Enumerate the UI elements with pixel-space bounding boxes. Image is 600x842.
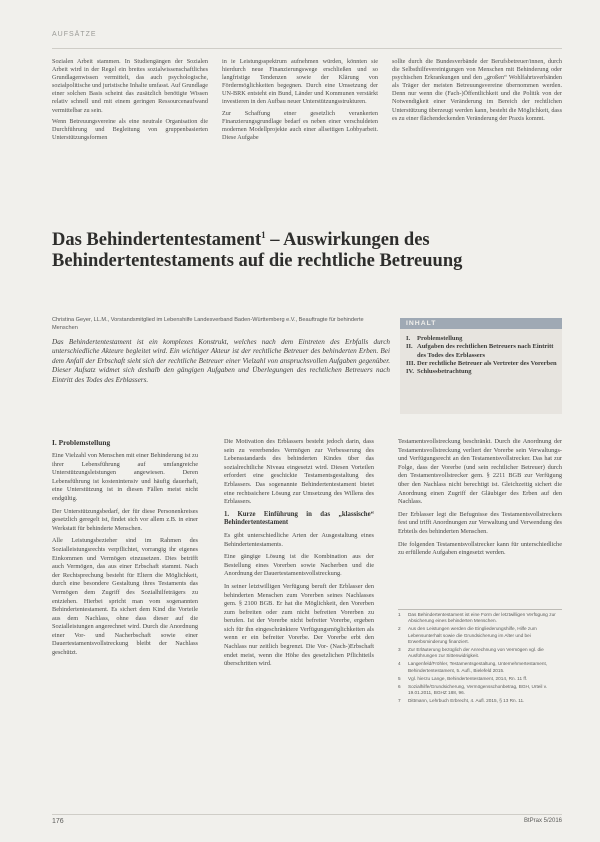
body-column-right: [398, 438, 562, 608]
body-column-left: [52, 452, 198, 812]
footnote-text: Sozialhilfe/Grundsicherung, Vermögensschonbetrag, BGH, Urteil v. 19.01.2011, BGHZ 188, 96.: [408, 683, 548, 695]
footnote: [398, 676, 562, 682]
footnote-text: Zur Erläuterung bezüglich der Anrechnung von Vermögen vgl. die Ausführungen zur Sittenwidrigkeit.: [408, 647, 544, 659]
paragraph: Wenn Betreuungsvereine als eine neutrale Organisation die Durchführung und Begleitung von gruppenbasierten Unterstützungsformen: [52, 117, 208, 141]
footnote-number: 6: [398, 683, 401, 689]
toc-item-number: I.: [406, 335, 411, 342]
top-column-middle: [222, 58, 378, 190]
table-of-contents-box: [400, 318, 562, 414]
paragraph: Die Motivation des Erblassers besteht jedoch darin, dass sein zu vererbendes Vermögen zur Verbesserung des Lebensstandards des behinderten Kindes über das sozialrechtliche Niveau eingesetzt wird. Diesen Vorteilen erfordert eine geschickte Testamentsgestaltung des Erblassers. Das sogenannte Behindertentestament bietet eine rechtssichere Lösung zur Umsetzung des Willens des Erblassers.: [224, 438, 374, 506]
toc-item-text: Schlussbetrachtung: [417, 368, 472, 376]
footnote-text: Das Behindertentestament ist eine Form der letztwilligen Verfügung zur Absicherung eines behinderten Menschen.: [408, 612, 556, 624]
footer-divider: [52, 814, 562, 815]
paragraph: Eine Vielzahl von Menschen mit einer Behinderung ist zu ihrer Lebensführung auf umfangreiche Unterstützungsleistungen angewiesen. Deren Lebensführung ist kostenintensiv und häufig dauerhaft, eine Unterstützung ist in diesen Fällen meist nicht endgültig.: [52, 452, 198, 502]
title-subtitle: – Auswirkungen des Behindertentestaments auf die rechtliche Betreuung: [52, 230, 463, 271]
footnote-number: 3: [398, 647, 401, 653]
running-header: AUFSÄTZE: [52, 31, 97, 38]
footnote: [398, 698, 562, 704]
footnote-text: Langenfeld/Fröhler, Testamentsgestaltung, Unternehmertestament, Behindertentestament, 5. Aufl., Bielefeld 2015.: [408, 661, 548, 673]
footnotes: [398, 612, 562, 812]
paragraph: Der Erblasser legt die Befugnisse des Testamentsvollstreckers fest und trifft Anordnungen zur Verwaltung und Verwendung des Erbteils des behinderten Menschen.: [398, 510, 562, 535]
toc-item-text: Der rechtliche Betreuer als Vertreter des Vorerben: [417, 359, 557, 367]
toc-item: [406, 360, 558, 368]
toc-item: [406, 368, 558, 376]
paragraph: Zur Schaffung einer gesetzlich verankerten Finanzierungsgrundlage bedarf es neben einer verschuldeten modernen Modellprojekte auch einer allseitigen Lobbyarbeit. Diese Aufgabe: [222, 109, 378, 141]
paragraph: In seiner letztwilligen Verfügung beruft der Erblasser den behinderten Menschen zum Vorerben seines Nachlasses gem. § 2100 BGB. Er hat die Möglichkeit, den Vorerben zum befreiten oder zum nicht befreiten Vorerben zu berufen. Ist der Vorerbe nicht befreiter Vorerbe, ergeben sich für ihn eingeschränktere Verfügungsmöglichkeiten als wenn er ein befreiter Vorerbe. Der Vorerbe erbt den Nachlass nur zeitlich begrenzt. Die Vor- (Nach-)Erbschaft endet meist, wenn die Höhe des gesetzlichen Pflichtteils überschritten wird.: [224, 582, 374, 668]
article-abstract: Das Behindertentestament ist ein komplexes Konstrukt, welches nach dem Eintreten des Erbfalls durch unterschiedliche Akteure begleitet wird. Ein wichtiger Akteur ist der rechtliche Betreuer des behinderten Erben. Bei dem Anfall der Erbschaft sieht sich der rechtliche Betreuer einer Vielzahl von anspruchsvollen Aufgaben gegenüber. Dieser Aufsatz widmet sich deshalb den gängigen Aufgaben und Überlegungen des rechtlichen Betreuers nach Eintritt des Todes des Erblassers.: [52, 338, 390, 384]
paragraph: in ie Leistungsspektrum aufnehmen würden, könnten sie hierdurch neue Finanzierungswege erschließen und so langfristige Tendenzen sowie der Klärung von Fördermöglichkeiten begegnen. Durch eine Umsetzung der UN-BRK entsteht ein Bund, Länder und Kommunen verstärkt investieren in den Aufbau neuer Unterstützungsstrukturen.: [222, 58, 378, 106]
paragraph: Eine gängige Lösung ist die Kombination aus der Bestellung eines Vorerben sowie Nacherben und die Anordnung der Dauertestamentsvollstreckung.: [224, 553, 374, 578]
title-main: Das Behindertentestament: [52, 230, 262, 250]
section-heading-problemstellung: I. Problemstellung: [52, 438, 111, 447]
footnote: [398, 647, 562, 660]
footnote: [398, 626, 562, 645]
toc-item-number: II.: [406, 343, 413, 351]
toc-item-text: Aufgaben des rechtlichen Betreuers nach Eintritt des Todes des Erblassers: [417, 343, 554, 359]
footnote: [398, 661, 562, 674]
footnote-number: 5: [398, 675, 401, 681]
toc-item-number: IV.: [406, 368, 415, 376]
toc-title: INHALT: [406, 320, 437, 327]
title-footnote-marker: 1: [261, 229, 266, 240]
footnote-text: Dittmann, Lehrbuch Erbrecht, 4. Aufl. 2015, § 13 Rn. 11.: [408, 697, 525, 703]
top-column-left: [52, 58, 208, 190]
footnote-number: 7: [398, 697, 401, 703]
header-divider: [52, 48, 562, 49]
paragraph: Der Unterstützungsbedarf, der für diese Personenkreises gesetzlich geregelt ist, findet sich vor allem z.B. in einer Werkstatt für behinderte Menschen.: [52, 507, 198, 532]
author-line: Christina Geyer, LL.M., Vorstandsmitglied im Lebenshilfe Landesverband Baden-Württemberg e.V., Beauftragte für behinderte Menschen: [52, 317, 364, 331]
page-number: 176: [52, 818, 64, 825]
article-title: [52, 230, 562, 272]
footnote-divider: [398, 609, 562, 610]
toc-item: [406, 343, 558, 360]
paragraph: Alle Leistungsbezieher sind im Rahmen des Sozialleistungsrechts verpflichtet, vorrangig ihr eigenes Einkommen und Vermögen einzusetzen. Dies betrifft auch Vermögen, das aus einer Erbschaft stammt. Nach der Rechtsprechung besteht für Eltern die Möglichkeit, durch eine besondere Gestaltung ihres Testaments das Vermögen dem Zugriff des Sozialhilfeträgers zu entziehen. Hierbei spricht man vom sogenannten Behindertentestament. Es sichert dem Kind die Vorteile aus dem Nachlass, ohne dass dieser auf die Sozialleistungen angerechnet wird. Durch die Anordnung einer Vor- und Nacherbschaft sowie einer Dauertestamentsvollstreckung bleibt der Nachlass geschützt.: [52, 537, 198, 657]
footnote-number: 1: [398, 612, 401, 617]
footnote-number: 2: [398, 626, 401, 632]
footnote-text: Vgl. hierzu Lange, Behindertentestament, 2014, Rn. 11 ff.: [408, 675, 528, 681]
toc-item: [406, 335, 558, 343]
footnote-number: 4: [398, 661, 401, 667]
toc-item-text: Problemstellung: [417, 335, 463, 342]
footnote: [398, 684, 562, 697]
paragraph: Testamentsvollstreckung beschränkt. Durch die Anordnung der Testamentsvollstreckung verliert der Vorerbe sein Verwaltungs- und Verfügungsrecht an den Testamentsvollstrecker. Das hat zur Folge, dass der Vorerbe (und sein rechtlicher Betreuer) durch den Testamentsvollstrecker gem. § 2211 BGB zur Verfügung über den Nachlass nicht berechtigt ist. Gleichzeitig sichert die Anordnung einen Zugriff der Gläubiger des Erben auf den Nachlass.: [398, 438, 562, 506]
toc-header-bar: [400, 318, 562, 329]
footnote-text: Aus den Leistungen werden die Eingliederungshilfe, Hilfe zum Lebensunterhalt sowie die Grundsicherung im Alter und bei Erwerbsminderung finanziert.: [408, 626, 537, 645]
footnote: [398, 612, 562, 625]
paragraph: sollte durch die Bundesverbände der Berufsbetreuer/innen, durch die Selbsthilfevereinigungen von Menschen mit Behinderung oder psychischen Erkrankungen und den „großen“ Wohlfahrtsverbänden als Träger der meisten Betreuungsvereine übernommen werden. Denn nur wenn die (Fach-)Öffentlichkeit und die Politik von der Notwendigkeit einer Veränderung im Bereich der rechtlichen Unterstützung überzeugt werden kann, besteht die Möglichkeit, dass es zu einer flächendeckenden Veränderung der Praxis kommt.: [392, 58, 562, 122]
toc-item-number: III.: [406, 359, 416, 367]
toc-list: [406, 335, 558, 376]
issue-label: BtPrax 5/2016: [523, 818, 562, 824]
paragraph: Die folgenden Testamentsvollstrecker kann für unterschiedliche zu erfüllende Aufgaben eingesetzt werden.: [398, 540, 562, 557]
paragraph: Es gibt unterschiedliche Arten der Ausgestaltung eines Behindertentestaments.: [224, 531, 374, 548]
body-column-middle: [224, 438, 374, 814]
paragraph: Sozialen Arbeit stammen. In Studiengängen der Sozialen Arbeit wird in der Regel ein breites sozialwissenschaftliches Grundlagenwissen vermittelt, das auch psychologische, sozialpolitische und juristische Inhalte umfasst. Auf Grundlage einer solchen Basis scheint das zusätzlich benötigte Wissen relativ schnell und mit einem geringen Ressourcenaufwand vermittelbar zu sein.: [52, 58, 208, 114]
section-heading-einfuehrung: 1. Kurze Einführung in das „klassische“ Behindertentestament: [224, 510, 374, 527]
top-column-right: [392, 58, 562, 190]
